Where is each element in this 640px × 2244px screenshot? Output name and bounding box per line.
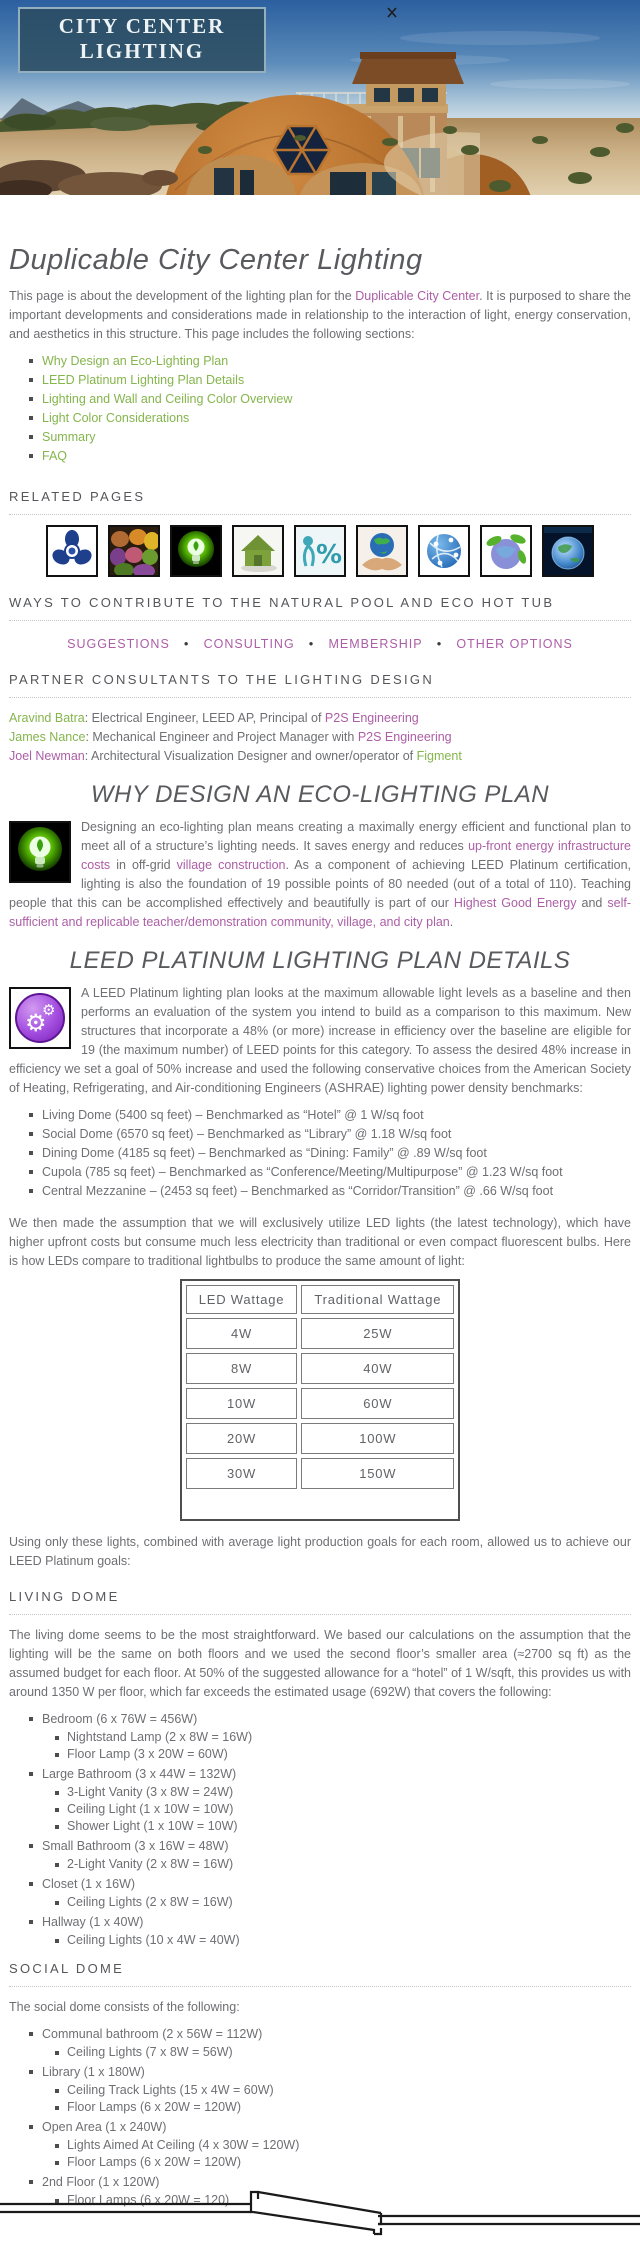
inline-link[interactable]: Duplicable City Center [355, 289, 480, 303]
table-cell: 100W [301, 1423, 454, 1454]
led-comparison-table [182, 1281, 459, 1493]
list-item-text: Hallway (1 x 40W) [42, 1915, 144, 1929]
main-content [0, 243, 640, 2209]
banner-title-box [18, 7, 266, 73]
purple-gears-icon [9, 987, 71, 1049]
table-cell: 150W [301, 1458, 454, 1489]
separator-dot-icon: ● [308, 639, 315, 648]
list-item [29, 447, 631, 465]
list-item-text: Living Dome (5400 sq feet) – Benchmarked as “Hotel” @ 1 W/sq foot [42, 1108, 424, 1122]
contribute-heading: WAYS TO CONTRIBUTE TO THE NATURAL POOL AND ECO HOT TUB [9, 595, 631, 621]
inline-link[interactable]: James Nance [9, 730, 86, 744]
text-segment: in off-grid [110, 858, 177, 872]
svg-text:⚙: ⚙ [25, 1009, 47, 1037]
text-segment: : Electrical Engineer, LEED AP, Principal of [84, 711, 325, 725]
list-item [29, 2063, 631, 2116]
grass-house-icon[interactable] [232, 525, 284, 577]
list-link[interactable]: Lighting and Wall and Ceiling Color Overview [42, 392, 293, 406]
sub-list [55, 2137, 631, 2171]
list-item [29, 390, 631, 408]
sub-list-item: Ceiling Light (1 x 10W = 10W) [55, 1801, 631, 1818]
consultant-row [9, 709, 631, 728]
text-segment: Designing an eco-lighting plan means creating a maximally energy efficient and functional plan to meet all of a structure’s lighting needs. It saves energy and reduces [81, 820, 631, 853]
list-link[interactable]: Summary [42, 430, 96, 444]
list-item [29, 2025, 631, 2061]
living-dome-heading: LIVING DOME [9, 1589, 631, 1615]
svg-text:⚙: ⚙ [42, 1001, 56, 1019]
page-title: Duplicable City Center Lighting [9, 244, 423, 276]
list-item [29, 1125, 631, 1143]
banner-title-line1: CITY CENTER [58, 14, 226, 38]
social-dome-list [29, 2025, 631, 2209]
why-section-heading: WHY DESIGN AN ECO-LIGHTING PLAN [90, 781, 550, 808]
text-segment: : Architectural Visualization Designer and owner/operator of [84, 749, 417, 763]
table-row [186, 1423, 455, 1454]
sub-list-item: 3-Light Vanity (3 x 8W = 24W) [55, 1784, 631, 1801]
earth-from-space-icon[interactable] [542, 525, 594, 577]
list-item-text: Large Bathroom (3 x 44W = 132W) [42, 1767, 237, 1781]
table-of-contents [29, 352, 631, 465]
list-link[interactable]: FAQ [42, 449, 68, 463]
list-item [29, 2118, 631, 2171]
contribute-links-row [9, 634, 631, 654]
inline-link[interactable]: Joel Newman [9, 749, 85, 763]
eco-economics-icon[interactable] [294, 525, 346, 577]
related-pages-heading: RELATED PAGES [9, 489, 631, 515]
inline-link[interactable]: village construction [176, 858, 286, 872]
list-item [29, 1875, 631, 1911]
inline-link[interactable]: Figment [416, 749, 462, 763]
sub-list-item: Floor Lamps (6 x 20W = 120W) [55, 2154, 631, 2171]
table-row [186, 1318, 455, 1349]
table-cell: 60W [301, 1388, 454, 1419]
list-item [29, 352, 631, 370]
led-wattage-header: LED Wattage [186, 1285, 298, 1314]
text-segment: . [449, 915, 454, 929]
table-cell: 25W [301, 1318, 454, 1349]
list-item [29, 1913, 631, 1949]
list-item-text: 2nd Floor (1 x 120W) [42, 2175, 160, 2189]
traditional-wattage-header: Traditional Wattage [301, 1285, 454, 1314]
sub-list [55, 2082, 631, 2116]
sub-list-item: Floor Lamp (3 x 20W = 60W) [55, 1746, 631, 1763]
living-dome-list [29, 1710, 631, 1949]
why-section-paragraph [9, 818, 631, 932]
sub-list [55, 1894, 631, 1911]
table-cell: 20W [186, 1423, 298, 1454]
sub-list-item: Ceiling Lights (7 x 8W = 56W) [55, 2044, 631, 2061]
inline-link[interactable]: up-front energy infrastructure costs [81, 839, 631, 872]
living-dome-paragraph: The living dome seems to be the most straightforward. We based our calculations on the assumption that the lighting will be the same on both floors and we used the second floor’s smaller area (≈2700 sq ft) as the assumed budget for each floor. At 50% of the suggested allowance for a “hotel” of 1 W/sqft, this provides us with around 1350 W per floor, which far exceeds the estimated usage (692W) that covers the following: [9, 1628, 631, 1699]
sub-list [55, 1932, 631, 1949]
sub-list-item: Ceiling Lights (2 x 8W = 16W) [55, 1894, 631, 1911]
list-item-text: Bedroom (6 x 76W = 456W) [42, 1712, 198, 1726]
list-item-text: Small Bathroom (3 x 16W = 48W) [42, 1839, 229, 1853]
sub-list-item: Floor Lamps (6 x 20W = 120) [55, 2192, 631, 2209]
green-lightbulb-icon[interactable] [170, 525, 222, 577]
list-item [29, 1163, 631, 1181]
page-tear-divider [0, 2188, 640, 2240]
related-pages-row [9, 525, 631, 577]
list-link[interactable]: Light Color Considerations [42, 411, 190, 425]
hands-holding-earth-icon[interactable] [356, 525, 408, 577]
separator-dot-icon: ● [436, 639, 443, 648]
contribute-link[interactable]: OTHER OPTIONS [456, 637, 573, 651]
table-row [186, 1388, 455, 1419]
partners-heading: PARTNER CONSULTANTS TO THE LIGHTING DESIGN [9, 672, 631, 698]
table-cell: 40W [301, 1353, 454, 1384]
table-header-row [186, 1285, 455, 1314]
green-bulb-icon [9, 821, 71, 883]
consultant-list [9, 709, 631, 766]
list-item-text: Dining Dome (4185 sq feet) – Benchmarked as “Dining: Family” @ .89 W/sq foot [42, 1146, 487, 1160]
list-item-text: Social Dome (6570 sq feet) – Benchmarked as “Library” @ 1.18 W/sq foot [42, 1127, 452, 1141]
network-globe-icon[interactable] [418, 525, 470, 577]
leed-paragraph-text: A LEED Platinum lighting plan looks at the maximum allowable light levels as a baseline and then performs an evaluation of the system you intend to build as a comparison to this maximum. New structures that incorporate a 48% (or more) increase in efficiency over the baseline are eligible for 19 (the maximum number) of LEED points for this category. To assess the desired 48% increase in efficiency we set a goal of 50% increase and used the following conservative choices from the American Society of Heating, Refrigerating, and Air-conditioning Engineers (ASHRAE) lighting power density benchmarks: [9, 986, 631, 1095]
inline-link[interactable]: self-sufficient and replicable teacher/demonstration community, village, and city plan [9, 896, 631, 929]
list-item-text: Communal bathroom (2 x 56W = 112W) [42, 2027, 263, 2041]
table-cell: 8W [186, 1353, 298, 1384]
contribute-link[interactable]: SUGGESTIONS [67, 637, 170, 651]
led-comparison-table-frame [180, 1279, 461, 1521]
text-segment: . As a component of achieving LEED Platinum certification, lighting is also the foundation of 19 possible points of 80 needed (out of a total of 110). Teaching people that this can be accomplished effectively and beautifully is part of our [9, 858, 632, 910]
table-cell: 30W [186, 1458, 298, 1489]
table-cell: 4W [186, 1318, 298, 1349]
sub-list [55, 2044, 631, 2061]
consultant-row [9, 747, 631, 766]
list-item [29, 1710, 631, 1763]
benchmark-list [29, 1106, 631, 1200]
contribute-link[interactable]: CONSULTING [203, 637, 295, 651]
goals-paragraph: Using only these lights, combined with average light production goals for each room, allowed us to achieve our LEED Platinum goals: [9, 1535, 631, 1568]
banner-title-line2: LIGHTING [79, 39, 205, 63]
text-segment: and [576, 896, 608, 910]
sub-list-item: Shower Light (1 x 10W = 10W) [55, 1818, 631, 1835]
header-image [0, 0, 640, 195]
social-dome-heading: SOCIAL DOME [9, 1961, 631, 1987]
vegetables-photo-icon[interactable] [108, 525, 160, 577]
separator-dot-icon: ● [183, 639, 190, 648]
list-link[interactable]: LEED Platinum Lighting Plan Details [42, 373, 245, 387]
list-item [29, 1106, 631, 1124]
intro-paragraph [9, 287, 631, 344]
text-segment: This page is about the development of the lighting plan for the [9, 289, 356, 303]
list-item [29, 1144, 631, 1162]
contribute-link[interactable]: MEMBERSHIP [328, 637, 423, 651]
list-link[interactable]: Why Design an Eco-Lighting Plan [42, 354, 229, 368]
text-segment: : Mechanical Engineer and Project Manager with [85, 730, 358, 744]
list-item-text: Cupola (785 sq feet) – Benchmarked as “Conference/Meeting/Multipurpose” @ 1.23 W/sq foot [42, 1165, 563, 1179]
table-row [186, 1353, 455, 1384]
text-segment: . It is purposed to share the important developments and considerations made in relationship to the interaction of light, energy conservation, and aesthetics in this structure. This page includes the following sections: [9, 289, 631, 341]
list-item [29, 428, 631, 446]
table-cell: 10W [186, 1388, 298, 1419]
table-row [186, 1458, 455, 1489]
list-item-text: Closet (1 x 16W) [42, 1877, 136, 1891]
consultant-row [9, 728, 631, 747]
list-item [29, 1765, 631, 1835]
sub-list [55, 1784, 631, 1835]
list-item-text: Library (1 x 180W) [42, 2065, 145, 2079]
inline-link[interactable]: Highest Good Energy [453, 896, 577, 910]
sub-list-item: Ceiling Track Lights (15 x 4W = 60W) [55, 2082, 631, 2099]
sub-list-item: 2-Light Vanity (2 x 8W = 16W) [55, 1856, 631, 1873]
list-item-text: Central Mezzanine – (2453 sq feet) – Benchmarked as “Corridor/Transition” @ .66 W/sq foot [42, 1184, 554, 1198]
social-dome-paragraph: The social dome consists of the following: [9, 2000, 240, 2014]
inline-link[interactable]: P2S Engineering [324, 711, 419, 725]
sub-list-item: Ceiling Lights (10 x 4W = 40W) [55, 1932, 631, 1949]
inline-link[interactable]: Aravind Batra [9, 711, 85, 725]
inline-link[interactable]: P2S Engineering [357, 730, 452, 744]
sub-list-item: Floor Lamps (6 x 20W = 120W) [55, 2099, 631, 2116]
eco-globe-icon[interactable] [480, 525, 532, 577]
list-item [29, 371, 631, 389]
leed-section-paragraph [9, 984, 631, 1098]
assumption-paragraph: We then made the assumption that we will exclusively utilize LED lights (the latest technology), which have higher upfront costs but consume much less electricity than traditional or even compact fluorescent bulbs. Here is how LEDs compare to traditional lightbulbs to produce the same amount of light: [9, 1216, 631, 1268]
sub-list [55, 1856, 631, 1873]
sub-list-item: Lights Aimed At Ceiling (4 x 30W = 120W) [55, 2137, 631, 2154]
list-item [29, 1182, 631, 1200]
list-item [29, 409, 631, 427]
leed-section-heading: LEED PLATINUM LIGHTING PLAN DETAILS [69, 947, 571, 974]
why-paragraph-text [9, 820, 631, 929]
sub-list [55, 1729, 631, 1763]
one-community-logo-icon[interactable] [46, 525, 98, 577]
sub-list-item: Nightstand Lamp (2 x 8W = 16W) [55, 1729, 631, 1746]
list-item [29, 1837, 631, 1873]
svg-text:%: % [316, 540, 343, 570]
list-item-text: Open Area (1 x 240W) [42, 2120, 167, 2134]
